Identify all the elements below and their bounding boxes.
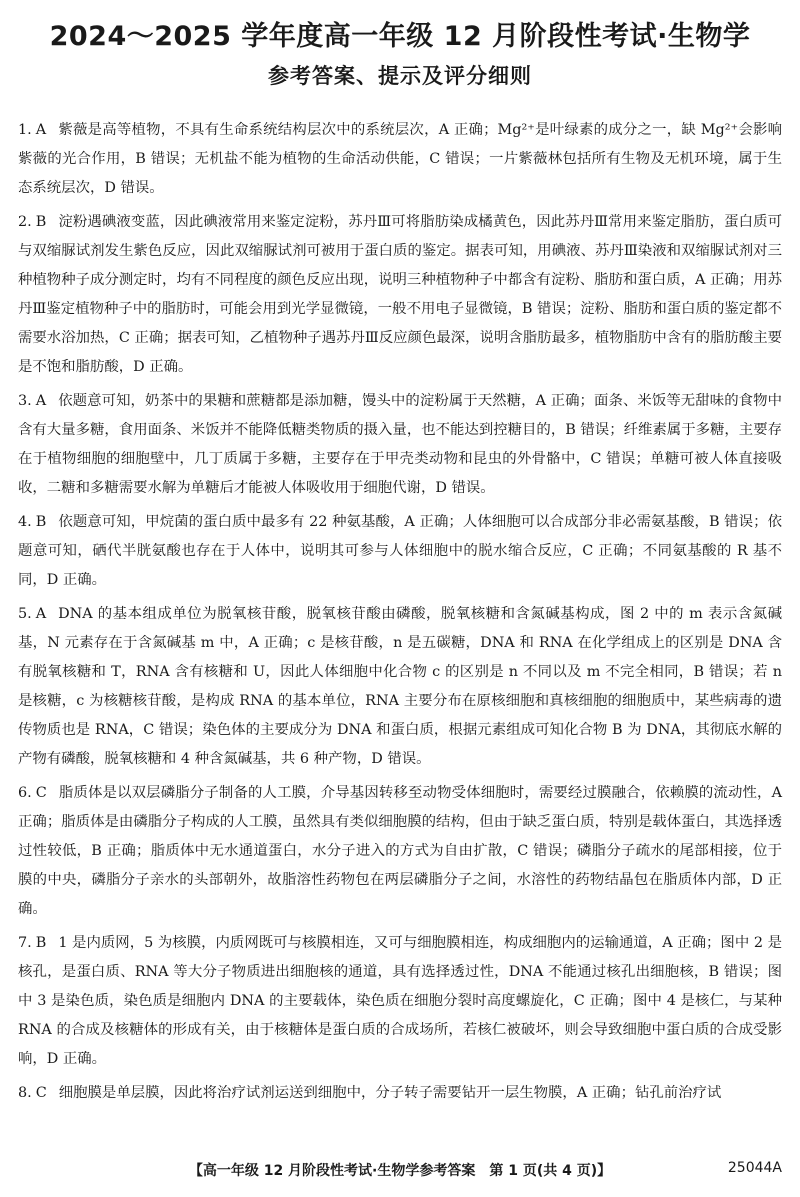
answer-choice: A xyxy=(35,393,47,409)
answer-explanation: 依题意可知，奶茶中的果糖和蔗糖都是添加糖，馒头中的淀粉属于天然糖，A 正确；面条、米饭等无甜味的食物中含有大量多糖，食用面条、米饭并不能降低糖类物质的摄入量，也不能达到控糖目的，B 错误；纤维素属于多糖，主要存在于植物细胞的细胞壁中，几丁质属于多糖，主要存在于甲壳类动物和昆虫的外骨骼中，C 错误；单糖可被人体直接吸收，二糖和多糖需要水解为单糖后才能被人体吸收用于细胞代谢，D 错误。 xyxy=(18,393,782,496)
answer-number: 1. xyxy=(18,122,32,138)
answer-choice: A xyxy=(35,122,47,138)
answer-choice: A xyxy=(35,606,47,622)
footer-page-info: 【高一年级 12 月阶段性考试·生物学参考答案 第 1 页(共 4 页)】 xyxy=(188,1163,612,1179)
answer-item xyxy=(18,779,782,924)
answer-item xyxy=(18,600,782,774)
answer-explanation: 淀粉遇碘液变蓝，因此碘液常用来鉴定淀粉，苏丹Ⅲ可将脂肪染成橘黄色，因此苏丹Ⅲ常用来鉴定脂肪，蛋白质可与双缩脲试剂发生紫色反应，因此双缩脲试剂可被用于蛋白质的鉴定。据表可知，用碘液、苏丹Ⅲ染液和双缩脲试剂对三种植物种子成分测定时，均有不同程度的颜色反应出现，说明三种植物种子中都含有淀粉、脂肪和蛋白质，A 正确；用苏丹Ⅲ鉴定植物种子中的脂肪时，可能会用到光学显微镜，一般不用电子显微镜，B 错误；淀粉、脂肪和蛋白质的鉴定都不需要水浴加热，C 正确；据表可知，乙植物种子遇苏丹Ⅲ反应颜色最深，说明含脂肪最多，植物脂肪中含有的脂肪酸主要是不饱和脂肪酸，D 正确。 xyxy=(18,214,782,375)
answer-number: 3. xyxy=(18,393,32,409)
answer-explanation: 依题意可知，甲烷菌的蛋白质中最多有 22 种氨基酸，A 正确；人体细胞可以合成部分非必需氨基酸，B 错误；依题意可知，硒代半胱氨酸也存在于人体中，说明其可参与人体细胞中的脱水缩合反应，C 正确；不同氨基酸的 R 基不同，D 正确。 xyxy=(18,514,782,588)
answer-item xyxy=(18,508,782,595)
footer-code: 25044A xyxy=(727,1160,782,1176)
page-subtitle: 参考答案、提示及评分细则 xyxy=(268,64,532,88)
answer-choice: B xyxy=(35,514,47,530)
answer-number: 8. xyxy=(18,1085,32,1101)
answer-choice: B xyxy=(35,214,47,230)
answer-number: 5. xyxy=(18,606,32,622)
answer-choice: B xyxy=(35,935,47,951)
answer-item xyxy=(18,387,782,503)
answer-item xyxy=(18,929,782,1074)
answer-explanation: 脂质体是以双层磷脂分子制备的人工膜，介导基因转移至动物受体细胞时，需要经过膜融合，依赖膜的流动性，A 正确；脂质体是由磷脂分子构成的人工膜，虽然具有类似细胞膜的结构，但由于缺乏蛋白质，特别是载体蛋白，其选择透过性较低，B 正确；脂质体中无水通道蛋白，水分子进入的方式为自由扩散，C 错误；磷脂分子疏水的尾部相接，位于膜的中央，磷脂分子亲水的头部朝外，故脂溶性药物包在两层磷脂分子之间，水溶性的药物结晶包在脂质体内部，D 正确。 xyxy=(18,785,782,917)
answer-item xyxy=(18,208,782,382)
answer-choice: C xyxy=(35,1085,47,1101)
answer-number: 4. xyxy=(18,514,32,530)
answer-explanation: DNA 的基本组成单位为脱氧核苷酸，脱氧核苷酸由磷酸，脱氧核糖和含氮碱基构成，图 2 中的 m 表示含氮碱基，N 元素存在于含氮碱基 m 中，A 正确；c 是核苷酸，n 是五碳糖，DNA 和 RNA 在化学组成上的区别是 DNA 含有脱氧核糖和 T，RNA 含有核糖和 U，因此人体细胞中化合物 c 的区别是 n 不同以及 m 不完全相同，B 错误；若 n 是核糖，c 为核糖核苷酸，是构成 RNA 的基本单位，RNA 主要分布在原核细胞和真核细胞的细胞质中，某些病毒的遗传物质也是 RNA，C 错误；染色体的主要成分为 DNA 和蛋白质，根据元素组成可知化合物 B 为 DNA，其彻底水解的产物有磷酸，脱氧核糖和 4 种含氮碱基，共 6 种产物，D 错误。 xyxy=(18,606,782,767)
answer-list xyxy=(18,116,782,1113)
answer-choice: C xyxy=(35,785,47,801)
answer-number: 2. xyxy=(18,214,32,230)
answer-explanation: 紫薇是高等植物，不具有生命系统结构层次中的系统层次，A 正确；Mg²⁺是叶绿素的成分之一，缺 Mg²⁺会影响紫薇的光合作用，B 错误；无机盐不能为植物的生命活动供能，C 错误；一片紫薇林包括所有生物及无机环境，属于生态系统层次，D 错误。 xyxy=(18,122,782,196)
answer-item xyxy=(18,116,782,203)
answer-number: 6. xyxy=(18,785,32,801)
answer-item xyxy=(18,1079,782,1108)
page-title: 2024～2025 学年度高一年级 12 月阶段性考试·生物学 xyxy=(49,21,751,52)
answer-explanation: 1 是内质网，5 为核膜，内质网既可与核膜相连，又可与细胞膜相连，构成细胞内的运输通道，A 正确；图中 2 是核孔，是蛋白质、RNA 等大分子物质进出细胞核的通道，具有选择透过性，DNA 不能通过核孔出细胞核，B 错误；图中 3 是染色质，染色质是细胞内 DNA 的主要载体，染色质在细胞分裂时高度螺旋化，C 正确；图中 4 是核仁，与某种 RNA 的合成及核糖体的形成有关，由于核糖体是蛋白质的合成场所，若核仁被破坏，则会导致细胞中蛋白质的合成受影响，D 正确。 xyxy=(18,935,782,1067)
answer-explanation: 细胞膜是单层膜，因此将治疗试剂运送到细胞中，分子转子需要钻开一层生物膜，A 正确；钻孔前治疗试 xyxy=(58,1085,722,1101)
answer-number: 7. xyxy=(18,935,32,951)
